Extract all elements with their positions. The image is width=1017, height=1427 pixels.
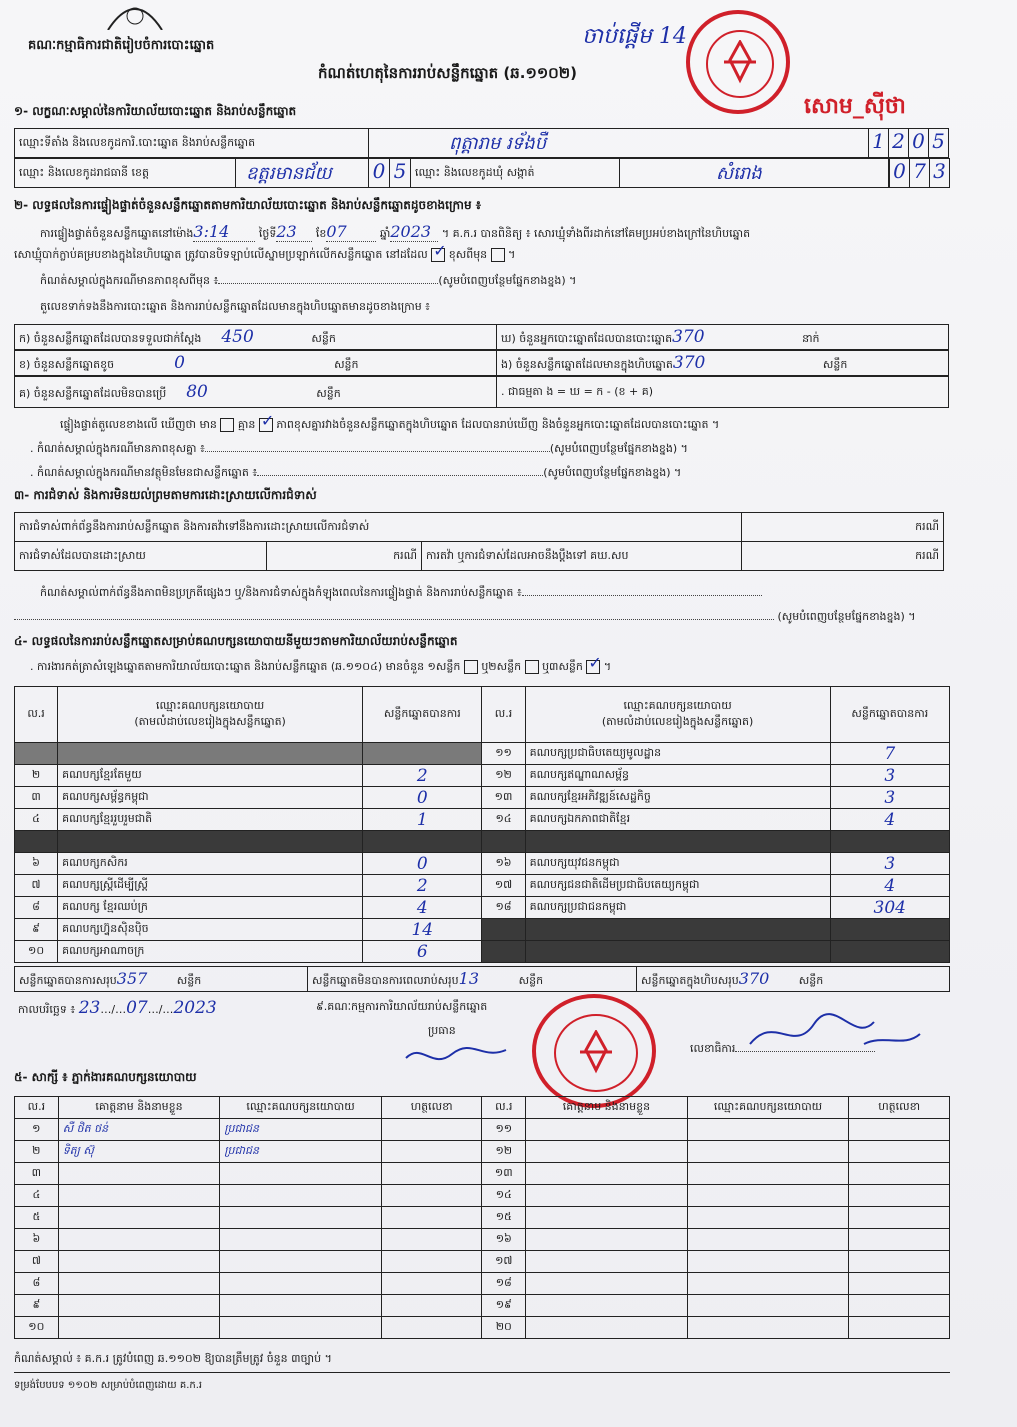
table-row <box>15 831 950 853</box>
party-results-table <box>14 686 950 963</box>
col-party-right: ឈ្មោះគណបក្សនយោបាយ (តាមលំដាប់លេខរៀងក្នុងសន្លឹកឆ្នោត) <box>525 687 830 743</box>
tally-sheet-line: . ការងារកត់ត្រាសំឡេងឆ្នោតតាមការិយាល័យបោះឆ្នោត និងរាប់សន្លឹកឆ្នោត (ឆ.១១០៤) មានចំនួន ១សន្លឹក ឬ២សន្លឹក ឬ៣សន្លឹក ✓ ។ <box>30 660 611 674</box>
col-party: ឈ្មោះគណបក្សនយោបាយ (តាមលំដាប់លេខរៀងក្នុងសន្លឹកឆ្នោត) <box>58 687 363 743</box>
table-row: ១០ គណបក្សអាណាចក្រ 6 <box>15 941 950 963</box>
code1-digit: 1 <box>868 128 889 158</box>
col-no: ល.រ <box>15 687 58 743</box>
col-votes-right: សន្លឹកឆ្នោតបានការ <box>830 687 949 743</box>
resolved-objection-count: ករណី <box>266 541 422 571</box>
table-row: ៧ ១៧ <box>15 1251 950 1273</box>
count-e: ង) ចំនួនសន្លឹកឆ្នោតដែលមានក្នុងហិបឆ្នោត370 សន្លឹក <box>496 350 949 376</box>
province-field: ឧត្តរមានជ័យ <box>235 158 369 188</box>
count-a: ក) ចំនួនសន្លឹកឆ្នោតដែលបានទទួលជាក់ស្ដែង 450 សន្លឹក <box>14 324 497 350</box>
code1-digit: 2 <box>888 128 909 158</box>
appeal-objection: ការតវ៉ា ឬការជំទាស់ដែលអាចនឹងប្ដឹងទៅ គឃ.សប <box>421 541 742 571</box>
section1-heading: ១- លក្ខណៈសម្គាល់នៃការិយាល័យបោះឆ្នោត និងរាប់សន្លឹកឆ្នោត <box>14 104 297 118</box>
station-name-label: ឈ្មោះទីតាំង និងលេខកូដការិ.បោះឆ្នោត និងរាប់សន្លឹកឆ្នោត <box>14 128 369 158</box>
section5-heading: ៥- សាក្សី ៖ ភ្នាក់ងារគណបក្សនយោបាយ <box>14 1070 197 1084</box>
date-line: កាលបរិច្ឆេទ ៖ 23…/…07…/…2023 <box>18 998 217 1018</box>
count-b: ខ) ចំនួនសន្លឹកឆ្នោតខូច 0 សន្លឹក <box>14 350 497 376</box>
secretary-label: លេខាធិការ <box>690 1042 875 1055</box>
resolved-objection: ការជំទាស់ដែលបានដោះស្រាយ <box>14 541 267 571</box>
table-row: ៣ គណបក្សសម្ព័ន្ធកម្ពុជា 0 ១៣ គណបក្សខ្មែរអភិវឌ្ឍន៍សេដ្ឋកិច្ច 3 <box>15 787 950 809</box>
three-sheet-checkbox[interactable] <box>586 660 600 674</box>
objection-row-1: ការជំទាស់ពាក់ព័ន្ធនឹងការរាប់សន្លឹកឆ្នោត និងការតវ៉ាទៅនឹងការដោះស្រាយលើការជំទាស់ <box>14 512 742 542</box>
verification-line-2: សោឃ្មុំបាក់ក្លាប់គម្របខាងក្នុងនៃហិបឆ្នោត ត្រូវបានបិទឡាប់លើស្នាមប្រឡាក់លើកសន្លឹកឆ្នោត នៅដដែល ✓ ខុសពីមុន ។ <box>14 248 515 262</box>
table-row: ១១ គណបក្សប្រជាធិបតេយ្យមូលដ្ឋាន 7 <box>15 743 950 765</box>
irregularity-note-line-2: (សូមបំពេញបន្ថែមផ្នែកខាងខ្នង) ។ <box>14 610 916 623</box>
appeal-objection-count: ករណី <box>741 541 944 571</box>
footer-form: ទម្រង់បែបបទ ១១០២ សម្រាប់បំពេញដោយ គ.ក.រ <box>14 1380 203 1391</box>
table-row: ៦ គណបក្សកសិករ 0 ១៦ គណបក្សយុវជនកម្ពុជា 3 <box>15 853 950 875</box>
verification-line-3: កំណត់សម្គាល់ក្នុងករណីមានភាពខុសពីមុន ៖ (សូមបំពេញបន្ថែមផ្នែកខាងខ្នង) ។ <box>40 274 577 287</box>
station-stamp-text: សោម_ស៊ីថា <box>804 94 906 119</box>
province-label: ឈ្មោះ និងលេខកូដរាជធានី ខេត្ត <box>14 158 236 188</box>
page-title: កំណត់ហេតុនៃការរាប់សន្លឹកឆ្នោត (ឆ.១១០២) <box>318 64 578 82</box>
chair-signature <box>402 1040 512 1074</box>
two-sheet-checkbox[interactable] <box>525 660 539 674</box>
station-number-handwritten: ចាប់ផ្ដើម 14 <box>582 24 687 49</box>
code3-digit: 7 <box>909 158 930 188</box>
official-stamp-committee <box>532 994 656 1108</box>
count-d: ឃ) ចំនួនអ្នកបោះឆ្នោតដែលបានបោះឆ្នោត370 នាក់ <box>496 324 949 350</box>
total-valid: សន្លឹកឆ្នោតបានការសរុប357 សន្លឹក <box>14 966 308 992</box>
count-formula: . ជាធម្មតា ង = ឃ = ក - (ខ + គ) <box>496 376 949 408</box>
changed-checkbox[interactable] <box>491 248 505 262</box>
table-row: ៨ ១៨ <box>15 1273 950 1295</box>
code1-digit: 0 <box>908 128 929 158</box>
table-row: ៤ ១៤ <box>15 1185 950 1207</box>
table-row: ៣ ១៣ <box>15 1163 950 1185</box>
no-difference-checkbox[interactable] <box>259 418 273 432</box>
footer-note: កំណត់សម្គាល់ ៖ គ.ក.រ ត្រូវបំពេញ ឆ.១១០២ ឱ្យបានត្រឹមត្រូវ ចំនួន ៣ច្បាប់ ។ <box>14 1352 332 1365</box>
table-row: ៧ គណបក្សស្ត្រីដើម្បីស្ត្រី 2 ១៧ គណបក្សជនជាតិដើមប្រជាធិបតេយ្យកម្ពុជា 4 <box>15 875 950 897</box>
org-name: គណៈកម្មាធិការជាតិរៀបចំការបោះឆ្នោត <box>28 38 215 53</box>
total-invalid: សន្លឹកឆ្នោតមិនបានការពេលរាប់សរុប13 សន្លឹក <box>307 966 637 992</box>
difference-check-line: ផ្ទៀងផ្ទាត់តួលេខខាងលើ ឃើញថា មាន គ្មាន ✓ ភាពខុសគ្នារវាងចំនួនសន្លឹកឆ្នោតក្នុងហិបឆ្នោត ដែលបានរាប់ឃើញ និងចំនួនអ្នកបោះឆ្នោតដែលបានបោះឆ្នោត ។ <box>60 418 719 432</box>
table-row: ១ សឺ ថិត ថន់ ប្រជាជន ១១ <box>15 1119 950 1141</box>
table-row: ៤ គណបក្សខ្មែររួបរួមជាតិ 1 ១៤ គណបក្សឯកភាពជាតិខ្មែរ 4 <box>15 809 950 831</box>
one-sheet-checkbox[interactable] <box>464 660 478 674</box>
secretary-signature <box>744 1004 924 1068</box>
emblem-icon <box>104 0 166 30</box>
table-row: ១០ ២០ <box>15 1317 950 1339</box>
table-row: ៥ ១៥ <box>15 1207 950 1229</box>
irregularity-note: កំណត់សម្គាល់ពាក់ព័ន្ធនឹងភាពមិនប្រក្រតីផ្សេងៗ ឬ/និងការជំទាស់ក្នុងកំឡុងពេលនៃការផ្ទៀងផ្ទាត់ និងការរាប់សន្លឹកឆ្នោត ៖ <box>40 586 762 599</box>
commune-field: សំរោង <box>619 158 889 188</box>
code1-digit: 5 <box>928 128 949 158</box>
col-votes: សន្លឹកឆ្នោតបានការ <box>363 687 482 743</box>
code3-digit: 0 <box>889 158 910 188</box>
table-row: ២ គណបក្សខ្មែរតែមួយ 2 ១២ គណបក្សឥណ្ឌាណសម្ព័ន្ធ 3 <box>15 765 950 787</box>
non-ballot-note: . កំណត់សម្គាល់ក្នុងករណីមានវត្ថុមិនមែនជាសន្លឹកឆ្នោត ៖ (សូមបំពេញបន្ថែមផ្នែកខាងខ្នង) ។ <box>30 466 682 479</box>
section3-heading: ៣- ការជំទាស់ និងការមិនយល់ព្រមតាមការដោះស្រាយលើការជំទាស់ <box>14 488 317 502</box>
section4-heading: ៤- លទ្ធផលនៃការរាប់សន្លឹកឆ្នោតសម្រាប់គណបក្សនយោបាយនីមួយៗតាមការិយាល័យរាប់សន្លឹកឆ្នោត <box>14 634 458 648</box>
count-c: គ) ចំនួនសន្លឹកឆ្នោតដែលមិនបានប្រើ 80 សន្លឹក <box>14 376 497 408</box>
chair-label: ប្រធាន <box>428 1024 456 1037</box>
official-stamp-top <box>686 10 790 114</box>
code2-digit: 5 <box>389 158 411 188</box>
code2-digit: 0 <box>368 158 390 188</box>
table-row: ៩ ១៩ <box>15 1295 950 1317</box>
table-row: ៦ ១៦ <box>15 1229 950 1251</box>
objection-row-1-count: ករណី <box>741 512 944 542</box>
has-difference-checkbox[interactable] <box>220 418 234 432</box>
table-row: ៩ គណបក្សហ្វ៊ុនស៊ិនប៉ិច 14 <box>15 919 950 941</box>
section2-heading: ២- លទ្ធផលនៃការផ្ទៀងផ្ទាត់ចំនួនសន្លឹកឆ្នោតតាមការិយាល័យបោះឆ្នោត និងរាប់សន្លឹកឆ្នោតដូចខាងក្រោម ៖ <box>14 198 482 212</box>
col-no-right: ល.រ <box>482 687 525 743</box>
table-row: ២ ទិត្យ ស៊ុ ប្រជាជន ១២ <box>15 1141 950 1163</box>
verification-line-1: ការផ្ទៀងផ្ទាត់ចំនួនសន្លឹកឆ្នោតនៅម៉ោង3:14 ថ្ងៃទី23 ខែ07 ឆ្នាំ2023 ។ គ.ក.រ បានពិនិត្យ ៖ សោរឃ្មុំទាំងពីរដាក់នៅគែមប្រអប់ខាងក្រៅនៃហិបឆ្នោត <box>40 222 751 241</box>
committee-label: ៩.គណៈកម្មការការិយាល័យរាប់សន្លឹកឆ្នោត <box>316 1000 488 1013</box>
code3-digit: 3 <box>929 158 950 188</box>
table-row: ៨ គណបក្ស ខ្មែរឈប់ក្រ 4 ១៨ គណបក្សប្រជាជនកម្ពុជា 304 <box>15 897 950 919</box>
total-ballots: សន្លឹកឆ្នោតក្នុងហិបសរុប370 សន្លឹក <box>636 966 950 992</box>
unchanged-checkbox[interactable] <box>431 248 445 262</box>
station-name-field: ពុត្តារាម រទ័ងបឺ <box>368 128 869 158</box>
witness-table: ល.រ គោត្តនាម និងនាមខ្លួន ឈ្មោះគណបក្សនយោបាយ ហត្ថលេខា ល.រ គោត្តនាម និងនាមខ្លួន ឈ្មោះគណបក្សនយោបាយ ហត្ថលេខា ១ សឺ ថិត ថន់ ប្រជាជន ១១ ២ ទិត្យ ស៊ុ ប្រជាជន ១២ ៣ ១៣ ៤ ១៤ ៥ ១៥ ៦ ១៦ ៧ ១៧ ៨ ១៨ ៩ ១៩ ១០ ២០ <box>14 1096 950 1339</box>
commune-label: ឈ្មោះ និងលេខកូដឃុំ សង្កាត់ <box>410 158 620 188</box>
verification-line-4: តួលេខទាក់ទងនឹងការបោះឆ្នោត និងការរាប់សន្លឹកឆ្នោតដែលមានក្នុងហិបឆ្នោតមានដូចខាងក្រោម ៖ <box>40 300 431 313</box>
difference-note: . កំណត់សម្គាល់ក្នុងករណីមានភាពខុសគ្នា ៖ (សូមបំពេញបន្ថែមផ្នែកខាងខ្នង) ។ <box>30 442 688 455</box>
